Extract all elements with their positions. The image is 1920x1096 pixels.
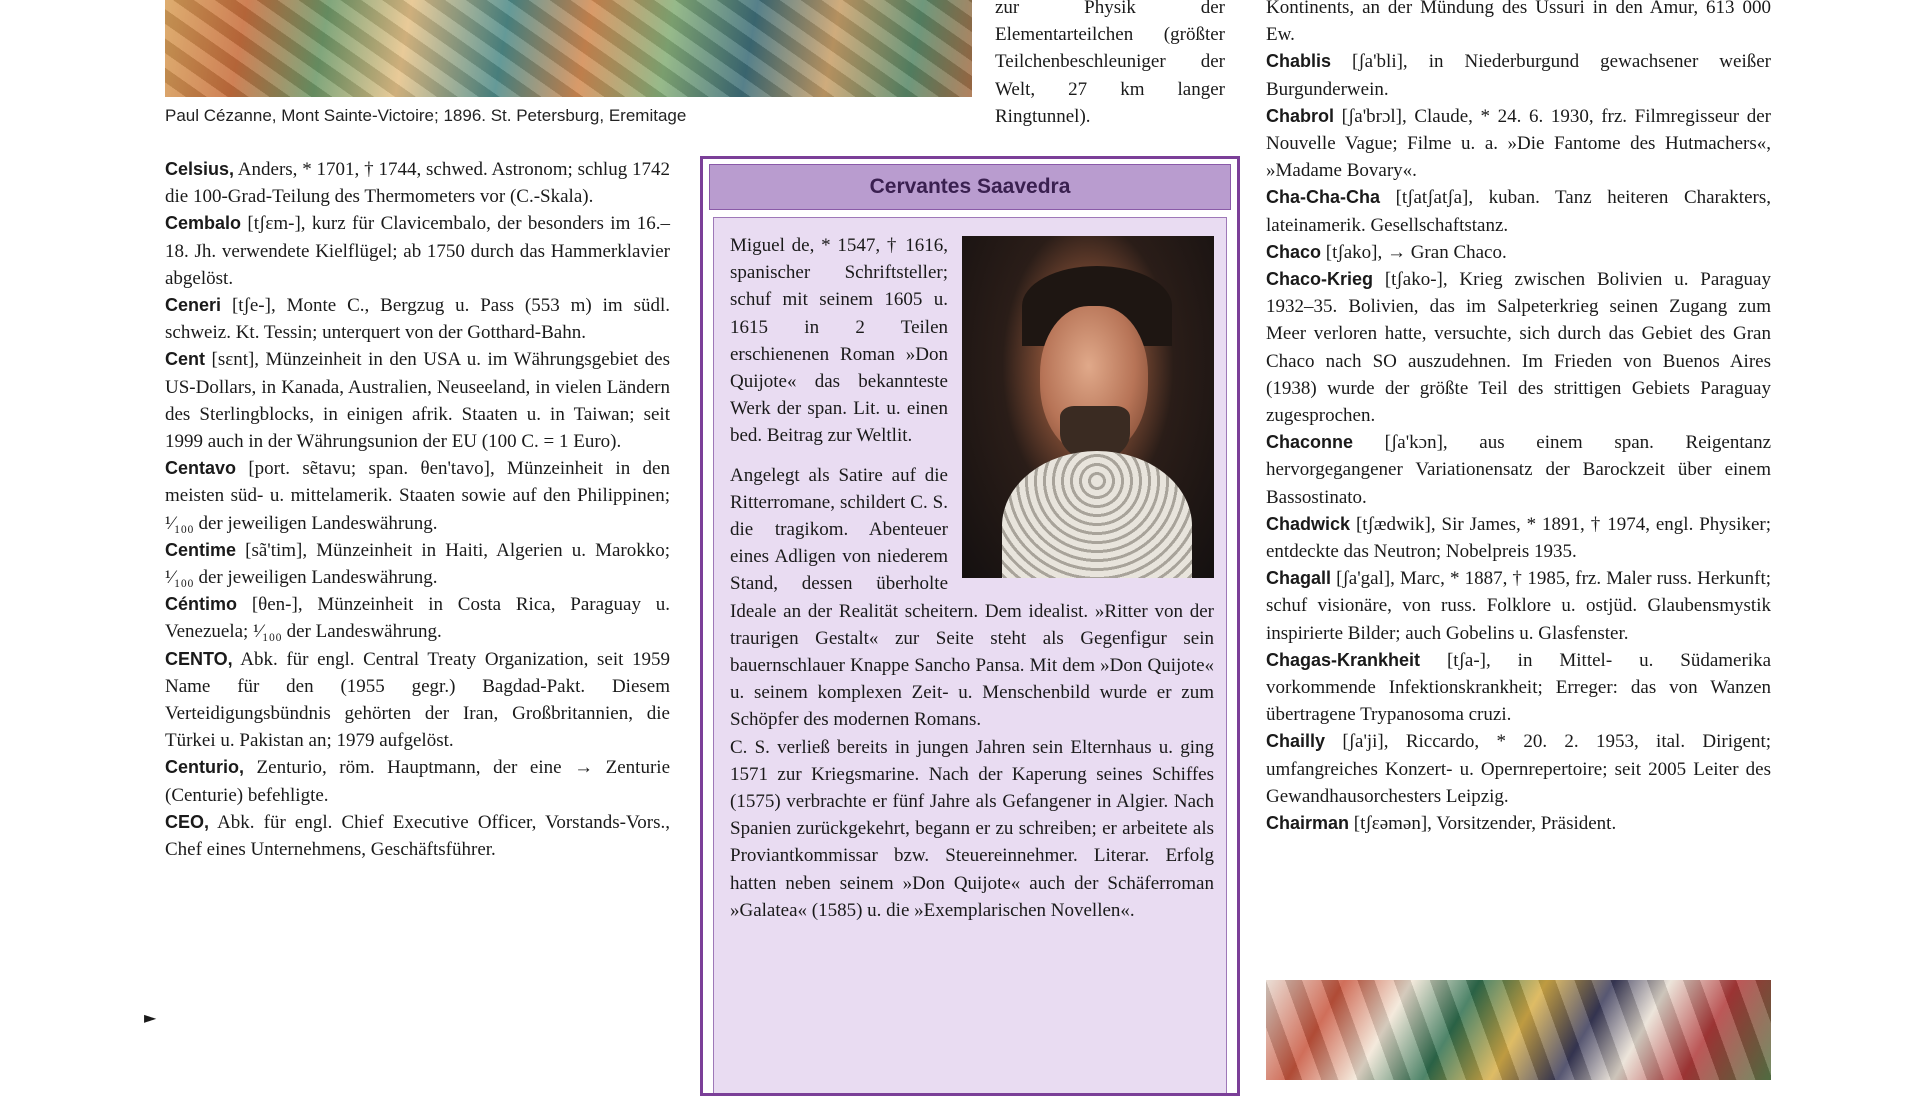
entry-chaconne: Chaconne [ʃa'kɔn], aus einem span. Reigentanz hervorgegangener Variationensatz der Barockzeit über einem Bassostinato. bbox=[1266, 432, 1772, 508]
cervantes-info-box bbox=[700, 156, 1240, 1096]
right-column bbox=[1266, 0, 1771, 837]
entry-centime: Centime [sã'tim], Münzeinheit in Haiti, Algerien u. Marokko; ¹⁄₁₀₀ der jeweiligen Landeswährung. bbox=[165, 539, 670, 589]
chagall-painting bbox=[1266, 980, 1771, 1080]
entry-cent: Cent [sɛnt], Münzeinheit in den USA u. im Währungsgebiet des US-Dollars, in Kanada, Australien, Neuseeland, in vielen Ländern des Sterlingblocks, in einigen afrik. Staaten u. in Taiwan; seit 1999 auch in der Währungsunion der EU (100 C. = 1 Euro). bbox=[165, 349, 671, 453]
portrait-ruff-collar bbox=[1002, 451, 1192, 578]
entry-centimo: Céntimo [θen-], Münzeinheit in Costa Rica, Paraguay u. Venezuela; ¹⁄₁₀₀ der Landeswährung. bbox=[165, 594, 670, 643]
box-title: Cervantes Saavedra bbox=[709, 164, 1231, 210]
box-paragraph-3: C. S. verließ bereits in jungen Jahren sein Elternhaus u. ging 1571 zur Kriegsmarine. Nach der Kaperung seines Schiffes (1575) verbrachte er fünf Jahre als Gefangener in Algier. Nach Spanien zurückgekehrt, begann er zu schreiben; er arbeitete als Proviantkommissar bzw. Steuereinnehmer. Literar. Erfolg hatten neben seinem »Don Quijote« auch der Schäferroman »Galatea« (1585) u. die »Exemplarischen Novellen«. bbox=[730, 736, 1214, 921]
entry-cembalo: Cembalo [tʃɛm-], kurz für Clavicembalo, der besonders im 16.–18. Jh. verwendete Kielflügel; ab 1750 durch das Hammerklavier abgelöst. bbox=[165, 213, 670, 289]
entry-chabrol: Chabrol [ʃa'brɔl], Claude, * 24. 6. 1930, frz. Filmregisseur der Nouvelle Vague; Filme u. a. »Die Fantome des Hutmachers«, »Madame Bovary«. bbox=[1266, 105, 1771, 182]
entry-cento: CENTO, Abk. für engl. Central Treaty Organization, seit 1959 Name für den (1955 gegr.) Bagdad-Pakt. Diesem Verteidigungsbündnis gehörten der Iran, Großbritannien, die Türkei u. Pakistan an; 1979 aufgelöst. bbox=[165, 648, 671, 752]
entry-ceneri: Ceneri [tʃe-], Monte C., Bergzug u. Pass (553 m) im südl. schweiz. Kt. Tessin; unterquert von der Gotthard-Bahn. bbox=[165, 295, 671, 344]
entry-chagall: Chagall [ʃa'gal], Marc, * 1887, † 1985, frz. Maler russ. Herkunft; schuf visionäre, von russ. Folklore u. ostjüd. Glaubensmystik inspirierte Bilder; auch Gobelins u. Glasfenster. bbox=[1266, 568, 1771, 644]
painting-caption: Paul Cézanne, Mont Sainte-Victoire; 1896. St. Petersburg, Eremitage bbox=[165, 106, 687, 125]
entry-chadwick: Chadwick [tʃædwik], Sir James, * 1891, † 1974, engl. Physiker; entdeckte das Neutron; Nobelpreis 1935. bbox=[1266, 513, 1772, 563]
box-paragraph-1: Miguel de, * 1547, † 1616, spanischer Schriftsteller; schuf mit seinem 1605 u. 1615 in 2 Teilen erschienenen Roman »Don Quijote« das bekannteste Werk der span. Lit. u. einen bed. Beitrag zur Weltlit. bbox=[730, 235, 948, 447]
box-body bbox=[713, 217, 1227, 1093]
entry-centavo: Centavo [port. sẽtavu; span. θen'tavo], Münzeinheit in den meisten süd- u. mittelamerik. Staaten sowie auf den Philippinen; ¹⁄₁₀₀ der jeweiligen Landeswährung. bbox=[165, 458, 670, 534]
entry-chailly: Chailly [ʃa'ji], Riccardo, * 20. 2. 1953, ital. Dirigent; umfangreiches Konzert- u. Opernrepertoire; seit 2005 Leiter des Gewandhausorchesters Leipzig. bbox=[1266, 731, 1771, 807]
entry-celsius: Celsius, Anders, * 1701, † 1744, schwed. Astronom; schlug 1742 die 100-Grad-Teilung des Thermometers vor (C.-Skala). bbox=[165, 159, 670, 208]
entry-cha-cha-cha: Cha-Cha-Cha [tʃatʃatʃa], kuban. Tanz heiteren Charakters, lateinamerik. Gesellschaftstanz. bbox=[1266, 187, 1771, 236]
middle-column-text: zur Physik der Elementarteilchen (größter Teilchenbeschleuniger der Welt, 27 km langer Ringtunnel). bbox=[995, 0, 1225, 127]
entry-ceo: CEO, Abk. für engl. Chief Executive Officer, Vorstands-Vors., Chef eines Unternehmens, Geschäftsführer. bbox=[165, 811, 670, 861]
pointer-arrow-icon: ► bbox=[144, 1008, 157, 1027]
entry-centurio: Centurio, Zenturio, röm. Hauptmann, der eine → Zenturie (Centurie) befehligte. bbox=[165, 757, 671, 806]
entry-chablis: Chablis [ʃa'bli], in Niederburgund gewachsener weißer Burgunderwein. bbox=[1266, 51, 1771, 100]
cervantes-portrait bbox=[962, 236, 1214, 578]
entry-continued: Kontinents, an der Mündung des Ussuri in den Amur, 613 000 Ew. bbox=[1266, 0, 1771, 46]
entry-chaco: Chaco [tʃako], → Gran Chaco. bbox=[1266, 241, 1507, 263]
entry-chagas-krankheit: Chagas-Krankheit [tʃa-], in Mittel- u. Südamerika vorkommende Infektionskrankheit; Erreger: das von Wanzen übertragene Trypanosoma cruzi. bbox=[1266, 649, 1772, 726]
left-column bbox=[165, 156, 670, 863]
middle-column-top bbox=[995, 0, 1225, 130]
entry-chaco-krieg: Chaco-Krieg [tʃako-], Krieg zwischen Bolivien u. Paraguay 1932–35. Bolivien, das im Salpeterkrieg seinen Zugang zum Meer verloren hatte, versuchte, sich durch das Gebiet des Gran Chaco nach SO auszudehnen. Im Frieden von Buenos Aires (1938) wurde der größte Teil des strittigen Gebiets Paraguay zugesprochen. bbox=[1266, 269, 1771, 427]
box-text bbox=[730, 232, 1214, 924]
cezanne-painting bbox=[165, 0, 972, 97]
entry-chairman: Chairman [tʃɛəmən], Vorsitzender, Präsident. bbox=[1266, 813, 1617, 835]
box-paragraph-2: Angelegt als Satire auf die Ritterromane, schildert C. S. die tragikom. Abenteuer eines Adligen von niederem Stand, dessen überholte Ideale an der Realität scheitern. Dem idealist. »Ritter von der traurigen Gestalt« zur Seite steht als Gegenfigur sein bauernschlauer Knappe Sancho Pansa. Mit dem »Don Quijote« u. seinem komplexen Zeit- u. Menschenbild wurde er zum Schöpfer des modernen Romans. bbox=[730, 464, 1214, 731]
